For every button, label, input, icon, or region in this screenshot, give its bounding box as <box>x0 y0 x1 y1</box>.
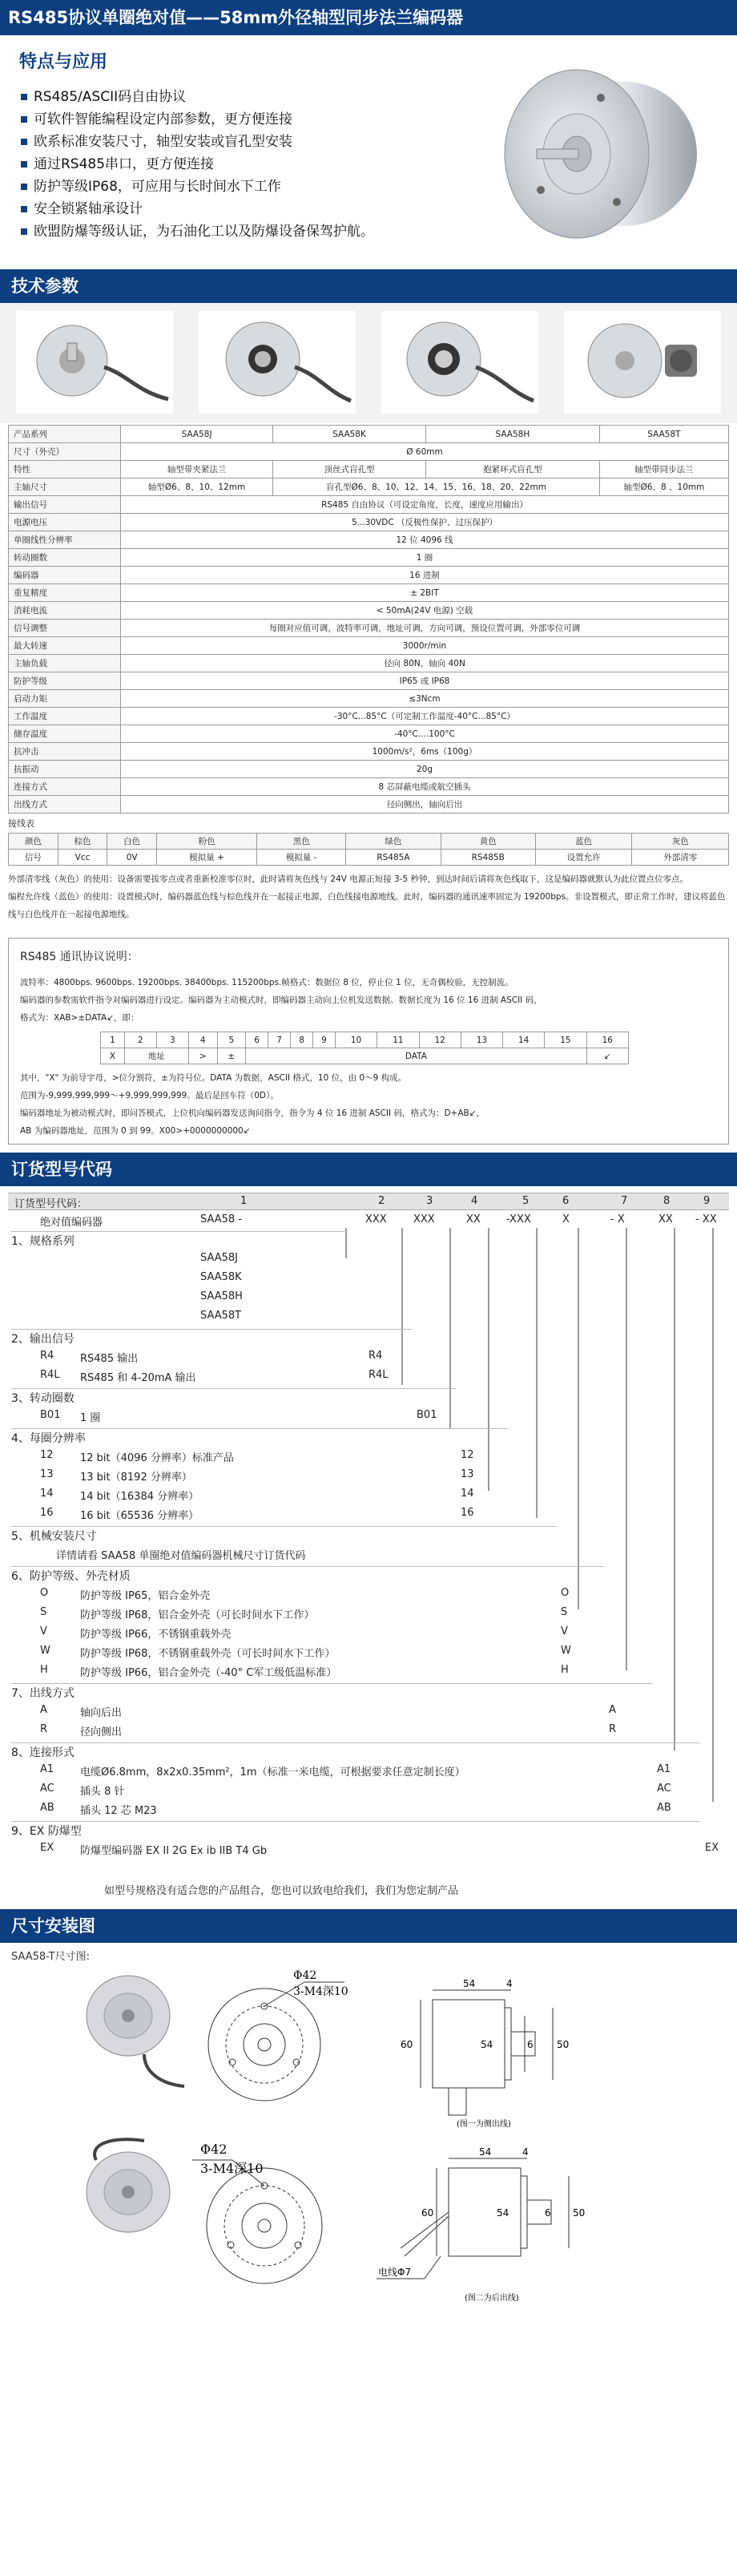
order-option-value: AC <box>657 1783 671 1795</box>
side-view-drawing-1 <box>385 1976 593 2128</box>
order-option-text: RS485 和 4-20mA 输出 <box>80 1372 196 1384</box>
order-option-value: V <box>561 1625 568 1637</box>
table-row: 信号调整 每圈对应值可调，波特率可调，地址可调，方向可调，预设位置可调，外部零位可调 <box>9 620 729 637</box>
order-main-label: 绝对值编码器 <box>40 1217 103 1229</box>
order-group-title: 4、每圈分辨率 <box>11 1428 508 1447</box>
order-group-title: 3、转动圈数 <box>11 1388 456 1407</box>
feature-item: RS485/ASCII码自由协议 <box>21 86 726 108</box>
bullet-icon <box>21 94 27 100</box>
order-option-code: R4L <box>40 1369 60 1381</box>
order-group-title: 2、输出信号 <box>11 1329 412 1348</box>
order-option-code: V <box>40 1625 47 1637</box>
order-option-code: 16 <box>40 1507 54 1519</box>
order-header-label: 订货型号代码： <box>14 1198 88 1210</box>
bullet-icon <box>21 206 27 212</box>
dim-label: Φ42 <box>293 1969 317 1982</box>
order-option-value: 13 <box>461 1468 474 1480</box>
dim-label: 电线Φ7 <box>378 2267 412 2278</box>
table-row: 连接方式 8 芯屏蔽电缆或航空插头 <box>9 778 729 796</box>
table-row: 转动圈数 1 圈 <box>9 549 729 567</box>
dim-label: 54 <box>463 1978 476 1989</box>
wiring-notes <box>8 870 729 923</box>
table-row: 尺寸（外壳） Ø 60mm <box>9 443 729 461</box>
saa58t-image <box>564 311 721 414</box>
features-section <box>0 35 737 269</box>
features-title: 特点与应用 <box>19 52 108 72</box>
note-paragraph: 编程允许线（蓝色）的使用：设置模式时，编码器蓝色线与棕色线并在一起接正电源，白色线接电源地线。此时，编码器的通讯速率固定为 19200bps。非设置模式，即正常工作时，建议将蓝色线与白色线并在一起接电源地线。 <box>8 892 726 919</box>
order-option-code: 14 <box>40 1488 54 1500</box>
rs485-protocol-box <box>8 938 729 1145</box>
note-paragraph: 外部清零线（灰色）的使用：设备需要拔零点或者重新校准零位时，此时请将灰色线与 24V 电源正短接 3-5 秒钟，到达时间后请将灰色线取下，这是编码器就默认为此位置点位零点。 <box>8 874 689 884</box>
order-option-code: W <box>40 1645 50 1657</box>
order-group-title: 5、机械安装尺寸 <box>11 1526 556 1545</box>
saa58k-image <box>199 311 356 414</box>
dim-label: 54 <box>479 2146 492 2158</box>
table-row: 启动力矩 ≤3Ncm <box>9 690 729 708</box>
table-row: 单圈线性分辨率 12 位 4096 线 <box>9 531 729 549</box>
table-row: 特性 轴型带夹紧法兰 顶丝式盲孔型 抱紧环式盲孔型 轴型带同步法兰 <box>9 461 729 478</box>
order-option-value: EX <box>705 1842 719 1854</box>
order-option-code: H <box>40 1664 48 1676</box>
order-group-title: 1、规格系列 <box>11 1231 348 1250</box>
order-group-title: 9、EX 防爆型 <box>11 1821 700 1840</box>
table-row: 电源电压 5...30VDC （反极性保护、过压保护） <box>9 514 729 531</box>
feature-item: 通过RS485串口，更方便连接 <box>21 153 726 176</box>
order-option-text: SAA58T <box>200 1310 242 1322</box>
table-row: 防护等级 IP65 或 IP68 <box>9 672 729 690</box>
order-option-code: AB <box>40 1802 54 1814</box>
table-row: 产品系列 SAA58J SAA58K SAA58H SAA58T <box>9 426 729 443</box>
order-option-code: 12 <box>40 1449 54 1461</box>
wiring-title: 接线表 <box>8 818 34 829</box>
dim-label: 54 <box>481 2039 493 2050</box>
bullet-icon <box>21 228 27 235</box>
dim-label: 3-M4深10 <box>200 2161 264 2176</box>
dims-drawings <box>0 1968 737 2304</box>
order-option-value: A <box>609 1704 616 1716</box>
table-row: 消耗电流 < 50mA(24V 电源) 空载 <box>9 602 729 620</box>
front-view-drawing-1 <box>184 1968 360 2112</box>
table-row: 工作温度 -30°C...85°C（可定制工作温度-40°C...85°C） <box>9 708 729 725</box>
spec-table <box>8 425 729 814</box>
order-option-code: O <box>40 1587 49 1599</box>
order-option-code: S <box>40 1606 47 1618</box>
feature-item: 防护等级IP68，可应用与长时间水下工作 <box>21 176 726 198</box>
order-option-text: 防护等级 IP65，铝合金外壳 <box>80 1590 211 1602</box>
table-row: 重复精度 ± 2BIT <box>9 584 729 602</box>
order-option-text: 12 bit（4096 分辨率）标准产品 <box>80 1452 234 1464</box>
order-option-value: S <box>561 1606 568 1618</box>
bullet-icon <box>21 161 27 168</box>
dim-label: 60 <box>401 2039 413 2050</box>
order-option-value: R4L <box>368 1369 389 1381</box>
order-option-text: 1 圈 <box>80 1412 101 1424</box>
order-option-code: AC <box>40 1783 54 1795</box>
dims-subtitle: SAA58-T尺寸图: <box>11 1951 91 1963</box>
front-view-drawing-2 <box>184 2136 360 2296</box>
order-option-code: R4 <box>40 1350 54 1362</box>
rs485-text: 波特率：4800bps. 9600bps. 19200bps. 38400bps. 115200bps.帧格式：数据位 8 位，停止位 1 位，无奇偶校验，无控制流。 编码器的参数需软件指令对编码器进行设定。编码器为主动模式时，即编码器主动向上位机发送数据。数据长度为 16 位 16 进制 ASCII 码， 格式为：XAB>±DATA↙，即： <box>20 978 542 1023</box>
saa58j-image <box>16 311 173 414</box>
product-images-row <box>0 303 737 423</box>
wiring-table <box>8 833 729 866</box>
order-option-value: W <box>561 1645 571 1657</box>
table-row: 储存温度 -40°C....100°C <box>9 725 729 743</box>
table-row: 输出信号 RS485 自由协议（可设定角度，长度，速度应用输出） <box>9 496 729 514</box>
order-option-value: O <box>561 1587 570 1599</box>
table-row: 主轴尺寸 轴型Ø6、8、10、12mm 盲孔型Ø6、8、10、12、14、15、16、18、20、22mm 轴型Ø6、8 、10mm <box>9 478 729 496</box>
order-option-value: B01 <box>417 1409 437 1421</box>
dim-label: 6 <box>527 2039 534 2050</box>
side-view-drawing-2 <box>368 2136 593 2304</box>
table-row: 主轴负载 径向 80N，轴向 40N <box>9 655 729 672</box>
order-group-title: 6、防护等级、外壳材质 <box>11 1566 604 1585</box>
order-code-area: 订货型号代码： 1 2 3 4 5 6 7 8 9 绝对值编码器 SAA58 - XXX XXX XX -XXX X - X XX - XX 1、规格系列 SAA58J SAA58K SAA58H SAA58T 2、输出信号 R4 RS485 输出 R4 R4L RS485 和 4-20mA 输出 R4L 3、转动圈数 B01 1 圈 B01 4、每圈分辨率 12 12 bit（4096 分辨率）标准产品 12 13 13 bit（8192 分辨率） 13 14 14 bit（16384 分辨率） 14 16 16 bit（65536 分辨率） 16 5、机械安装尺寸 详情请看 SAA58 单圈绝对值编码器机械尺寸订货代码 6、防护等级、外壳材质 O 防护等级 IP65，铝合金外壳 O S 防护等级 IP68，铝合金外壳（可长时间水下工作） S V 防护等级 IP66，不锈钢重载外壳 V W 防护等级 IP68，不锈钢重载外壳（可长时间水下工作） W H 防护等级 IP66，铝合金外壳（-40° C军工级低温标准） H 7、出线方式 A 轴向后出 A R 径向侧出 R 8、连接形式 A1 电缆Ø6.8mm，8x2x0.35mm²，1m（标准一米电缆，可根据要求任意定制长度） A1 AC 插头 8 针 AC AB 插头 12 芯 M23 AB 9、EX 防爆型 EX 防爆型编码器 EX II 2G Ex ib IIB T4 Gb EX 如型号规格没有适合您的产品组合，您也可以致电给我们，我们为您定制产品 <box>8 1193 729 1906</box>
order-option-text: 防护等级 IP68，不锈钢重载外壳（可长时间水下工作） <box>80 1648 336 1660</box>
order-group-title: 7、出线方式 <box>11 1683 652 1702</box>
order-option-code: 13 <box>40 1468 54 1480</box>
rs485-text-after: 其中，"X" 为前导字母，>位分割符，±为符号位。DATA 为数据，ASCII 格式，10 位，由 0～9 构成。 范围为-9,999,999,999～+9,999,999,999。最后是回车符（0D）。 编码器地址为被动模式时，即问答模式，上位机向编码器发送询问指令，指令为 4 位 16 进制 ASCII 码，格式为：D+AB↙， AB 为编码器地址，范围为 0 到 99。X00>+0000000000↙ <box>20 1073 485 1136</box>
table-row: 最大转速 3000r/min <box>9 637 729 655</box>
order-option-value: H <box>561 1664 569 1676</box>
table-row: 编码器 16 进制 <box>9 567 729 584</box>
order-option-value: AB <box>657 1802 671 1814</box>
order-option-text: 防护等级 IP66，铝合金外壳（-40° C军工级低温标准） <box>80 1667 337 1679</box>
saa58h-image <box>381 311 538 414</box>
dim-label: 4 <box>506 1978 513 1989</box>
order-option-text: 14 bit（16384 分辨率） <box>80 1491 199 1503</box>
order-option-text: 防护等级 IP66，不锈钢重载外壳 <box>80 1629 232 1641</box>
page-title: RS485协议单圈绝对值——58mm外径轴型同步法兰编码器 <box>0 0 737 35</box>
order-option-value: 16 <box>461 1507 474 1519</box>
table-row: 抗冲击 1000m/s²，6ms（100g） <box>9 743 729 761</box>
order-option-value: 14 <box>461 1488 474 1500</box>
order-footnote: 如型号规格没有适合您的产品组合，您也可以致电给我们，我们为您定制产品 <box>104 1885 459 1897</box>
dim-label: 6 <box>545 2207 551 2219</box>
order-option-text: 径向侧出 <box>80 1726 123 1738</box>
table-row: 出线方式 径向侧出，轴向后出 <box>9 796 729 814</box>
bullet-icon <box>21 184 27 190</box>
order-option-text: SAA58H <box>200 1290 243 1302</box>
bullet-icon <box>21 116 27 123</box>
order-option-value: R4 <box>368 1350 383 1362</box>
order-option-value: 12 <box>461 1449 474 1461</box>
order-option-value: R <box>609 1723 617 1735</box>
dim-label: 50 <box>557 2039 570 2050</box>
order-option-text: 详情请看 SAA58 单圈绝对值编码器机械尺寸订货代码 <box>56 1550 306 1562</box>
order-option-text: RS485 输出 <box>80 1353 139 1365</box>
encoder-product-image <box>481 50 721 258</box>
order-option-text: 插头 12 芯 M23 <box>80 1805 157 1817</box>
feature-item: 欧盟防爆等级认证，为石油化工以及防爆设备保驾护航。 <box>21 220 726 243</box>
order-option-text: 轴向后出 <box>80 1707 123 1719</box>
order-option-text: 13 bit（8192 分辨率） <box>80 1472 192 1484</box>
table-row: 信号 Vcc 0V 模拟量 + 模拟量 - RS485A RS485B 设置允许 外部清零 <box>9 850 729 866</box>
tech-section-header: 技术参数 <box>0 269 737 303</box>
order-option-value: A1 <box>657 1763 671 1775</box>
drawing-caption: (图一为侧出线) <box>457 2120 511 2128</box>
order-option-text: 防爆型编码器 EX II 2G Ex ib IIB T4 Gb <box>80 1845 268 1857</box>
feature-item: 可软件智能编程设定内部参数，更方便连接 <box>21 108 726 131</box>
drawing-caption: (图二为后出线) <box>465 2294 519 2303</box>
dim-label: 54 <box>497 2207 509 2219</box>
order-option-code: EX <box>40 1842 54 1854</box>
order-option-code: B01 <box>40 1409 61 1421</box>
table-row: 1 2 3 4 5 6 7 8 9 10 11 12 13 14 15 16 <box>101 1032 629 1048</box>
rs485-title: RS485 通讯协议说明： <box>20 951 139 963</box>
order-option-code: R <box>40 1723 48 1735</box>
table-row: 颜色 棕色 白色 粉色 黑色 绿色 黄色 蓝色 灰色 <box>9 834 729 850</box>
order-section-header: 订货型号代码 <box>0 1153 737 1186</box>
order-option-text: SAA58J <box>200 1252 239 1264</box>
table-row: X 地址 > ± DATA ↙ <box>101 1048 629 1064</box>
order-group-title: 8、连接形式 <box>11 1742 700 1762</box>
frame-format-table <box>100 1032 629 1064</box>
order-option-code: A1 <box>40 1763 54 1775</box>
dim-label: Φ42 <box>200 2142 228 2157</box>
dim-label: 3-M4深10 <box>293 1985 348 1998</box>
feature-item: 欧系标准安装尺寸，轴型安装或盲孔型安装 <box>21 131 726 153</box>
order-option-text: SAA58K <box>200 1271 242 1283</box>
order-option-text: 16 bit（65536 分辨率） <box>80 1510 199 1522</box>
bullet-icon <box>21 139 27 145</box>
feature-item: 安全锁紧轴承设计 <box>21 198 726 220</box>
order-option-text: 插头 8 针 <box>80 1786 125 1798</box>
dim-label: 60 <box>421 2207 434 2219</box>
order-option-text: 防护等级 IP68，铝合金外壳（可长时间水下工作） <box>80 1609 315 1621</box>
dim-label: 4 <box>522 2146 529 2158</box>
order-option-text: 电缆Ø6.8mm，8x2x0.35mm²，1m（标准一米电缆，可根据要求任意定制长度） <box>80 1766 465 1779</box>
order-option-code: A <box>40 1704 47 1716</box>
dim-label: 50 <box>573 2207 586 2219</box>
table-row: 抗振动 20g <box>9 761 729 778</box>
dims-section-header: 尺寸安装图 <box>0 1909 737 1943</box>
